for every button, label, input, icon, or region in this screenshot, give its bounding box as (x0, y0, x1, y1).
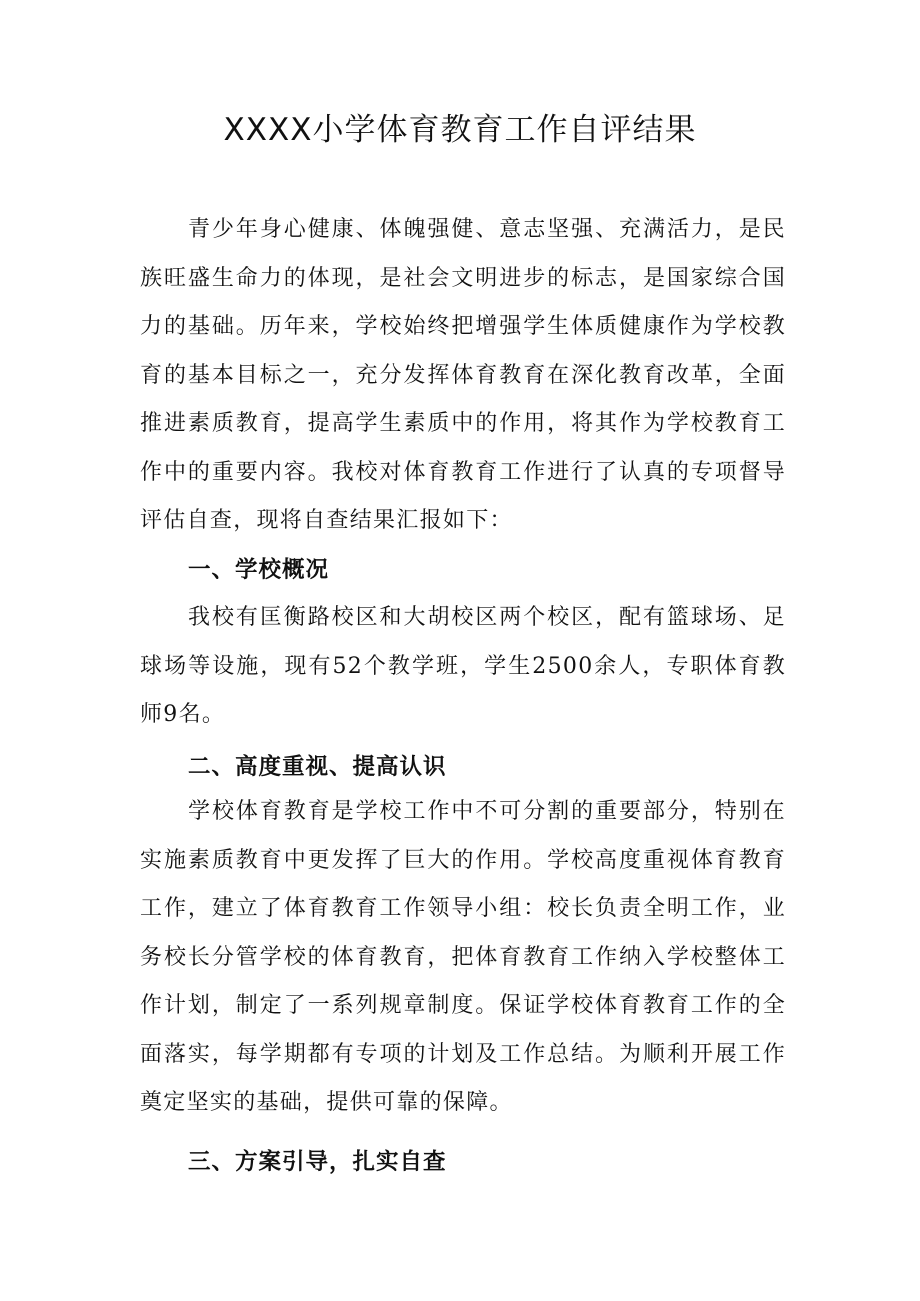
intro-block (140, 206, 786, 546)
section-paragraph: 我校有匡衡路校区和大胡校区两个校区，配有篮球场、足球场等设施，现有52个教学班，学生2500余人，专职体育教师9名。 (140, 605, 786, 727)
section-heading: 二、高度重视、提高认识 (188, 754, 447, 780)
section-2-body-block (140, 788, 786, 1128)
section-3 (140, 1142, 786, 1182)
section-heading: 三、方案引导，扎实自查 (188, 1149, 447, 1175)
section-2 (140, 747, 786, 787)
section-paragraph: 学校体育教育是学校工作中不可分割的重要部分，特别在实施素质教育中更发挥了巨大的作用。学校高度重视体育教育工作，建立了体育教育工作领导小组：校长负责全明工作，业务校长分管学校的体育教育，把体育教育工作纳入学校整体工作计划，制定了一系列规章制度。保证学校体育教育工作的全面落实，每学期都有专项的计划及工作总结。为顺利开展工作奠定坚实的基础，提供可靠的保障。 (140, 799, 786, 1115)
section-heading: 一、学校概况 (188, 557, 330, 583)
section-1-body-block (140, 594, 786, 740)
intro-paragraph: 青少年身心健康、体魄强健、意志坚强、充满活力，是民族旺盛生命力的体现，是社会文明进步的标志，是国家综合国力的基础。历年来，学校始终把增强学生体质健康作为学校教育的基本目标之一，充分发挥体育教育在深化教育改革，全面推进素质教育，提高学生素质中的作用，将其作为学校教育工作中的重要内容。我校对体育教育工作进行了认真的专项督导评估自查，现将自查结果汇报如下： (140, 217, 786, 533)
document-title: XXXX小学体育教育工作自评结果 (223, 112, 697, 148)
section-1 (140, 550, 786, 590)
